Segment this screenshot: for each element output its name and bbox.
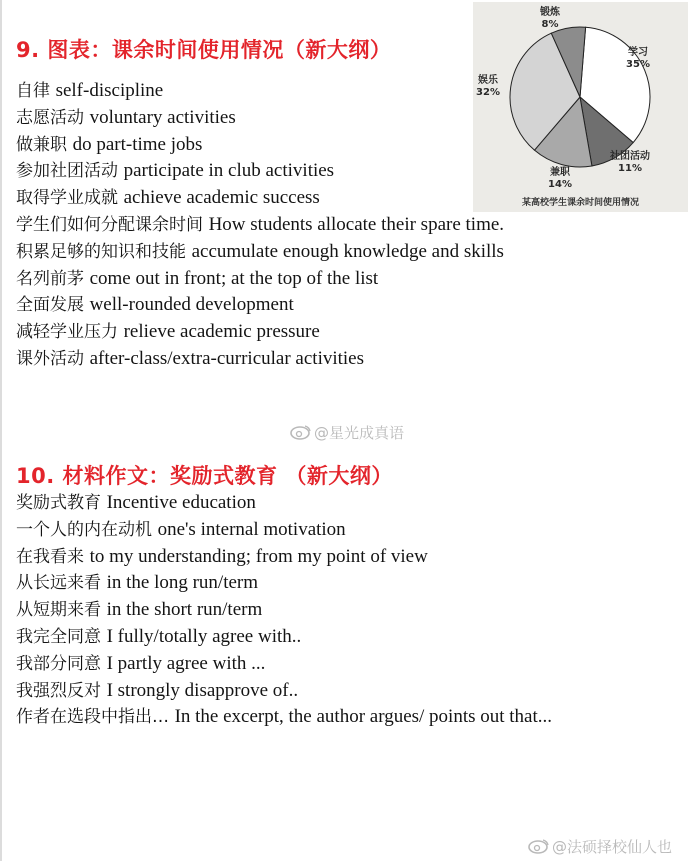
vocab-english: I strongly disapprove of.. — [106, 679, 299, 701]
vocab-chinese: 做兼职 — [16, 134, 67, 155]
vocab-english: to my understanding; from my point of view — [89, 545, 428, 567]
vocab-chinese: 名列前茅 — [16, 268, 84, 289]
watermark-bottom-text: @法硕择校仙人也 — [552, 838, 673, 856]
pie-slice-value: 35% — [626, 59, 650, 70]
vocab-item — [16, 292, 504, 319]
vocab-english: well-rounded development — [89, 294, 294, 316]
vocab-english: relieve academic pressure — [123, 321, 320, 343]
pie-slice-value: 32% — [476, 87, 500, 98]
vocab-chinese: 课外活动 — [16, 348, 84, 369]
vocab-chinese: 奖励式教育 — [16, 493, 101, 513]
vocab-chinese: 从短期来看 — [16, 600, 101, 621]
pie-chart — [473, 2, 688, 212]
vocab-item — [16, 570, 552, 597]
weibo-icon — [528, 838, 550, 858]
pie-chart-svg — [473, 2, 688, 212]
watermark-middle-text: @星光成真语 — [314, 424, 405, 442]
vocab-english: participate in club activities — [123, 160, 335, 182]
vocab-chinese: 全面发展 — [16, 295, 84, 316]
vocab-item — [16, 239, 504, 266]
vocab-english: I fully/totally agree with.. — [106, 625, 302, 647]
vocab-item — [16, 678, 552, 705]
vocab-item — [16, 212, 504, 239]
section-9-title: 9. 图表：课余时间使用情况（新大纲） — [16, 38, 392, 62]
vocab-chinese: 我完全同意 — [16, 626, 101, 647]
pie-slice-label: 锻炼 — [540, 7, 560, 18]
vocab-english: come out in front; at the top of the list — [89, 267, 379, 289]
pie-slice-label: 兼职 — [550, 167, 570, 178]
vocab-english: voluntary activities — [89, 106, 236, 128]
pie-slice-label: 娱乐 — [478, 75, 498, 86]
vocab-item — [16, 490, 552, 517]
vocab-item — [16, 704, 552, 731]
vocab-item — [16, 78, 504, 105]
vocab-item — [16, 132, 504, 159]
vocab-item — [16, 185, 504, 212]
vocab-english: How students allocate their spare time. — [208, 213, 505, 235]
vocab-item — [16, 544, 552, 571]
vocab-english: self-discipline — [55, 80, 164, 101]
section-10-vocab-list — [16, 490, 552, 731]
page-edge — [0, 0, 2, 861]
vocab-item — [16, 319, 504, 346]
vocab-chinese: 我强烈反对 — [16, 680, 101, 701]
section-9-vocab-list — [16, 78, 504, 373]
vocab-english: after-class/extra-curricular activities — [89, 347, 365, 369]
vocab-english: do part-time jobs — [72, 133, 203, 155]
vocab-english: In the excerpt, the author argues/ points out that... — [174, 706, 553, 728]
vocab-item — [16, 651, 552, 678]
section-10-title: 10. 材料作文：奖励式教育 （新大纲） — [16, 464, 393, 488]
vocab-chinese: 志愿活动 — [16, 107, 84, 128]
vocab-item — [16, 624, 552, 651]
vocab-chinese: 我部分同意 — [16, 653, 101, 674]
vocab-english: one's internal motivation — [157, 518, 346, 540]
vocab-english: Incentive education — [106, 492, 256, 513]
vocab-english: in the short run/term — [106, 599, 263, 621]
pie-chart-caption: 某高校学生课余时间使用情况 — [521, 198, 639, 208]
vocab-english: in the long run/term — [106, 572, 259, 594]
vocab-chinese: 在我看来 — [16, 546, 84, 567]
vocab-item — [16, 597, 552, 624]
vocab-item — [16, 346, 504, 373]
vocab-chinese: 一个人的内在动机 — [16, 519, 152, 540]
vocab-chinese: 取得学业成就 — [16, 188, 118, 209]
pie-slice-value: 8% — [541, 19, 559, 30]
pie-slice-label: 学习 — [628, 47, 648, 58]
vocab-english: accumulate enough knowledge and skills — [191, 240, 504, 262]
vocab-english: achieve academic success — [123, 187, 320, 209]
weibo-icon — [290, 424, 312, 444]
watermark-middle — [290, 422, 404, 444]
vocab-item — [16, 105, 504, 132]
vocab-chinese: 参加社团活动 — [16, 161, 118, 182]
vocab-chinese: 积累足够的知识和技能 — [16, 241, 186, 262]
pie-slice-label: 社团活动 — [610, 151, 650, 162]
pie-slice-value: 11% — [618, 163, 642, 174]
vocab-item — [16, 158, 504, 185]
vocab-chinese: 从长远来看 — [16, 573, 101, 594]
vocab-chinese: 学生们如何分配课余时间 — [16, 214, 203, 235]
vocab-chinese: 自律 — [16, 81, 50, 101]
vocab-item — [16, 517, 552, 544]
vocab-english: I partly agree with ... — [106, 652, 266, 674]
watermark-bottom — [528, 836, 672, 858]
pie-slice-value: 14% — [548, 179, 572, 190]
vocab-chinese: 减轻学业压力 — [16, 322, 118, 343]
vocab-chinese: 作者在选段中指出… — [16, 707, 169, 728]
vocab-item — [16, 266, 504, 293]
